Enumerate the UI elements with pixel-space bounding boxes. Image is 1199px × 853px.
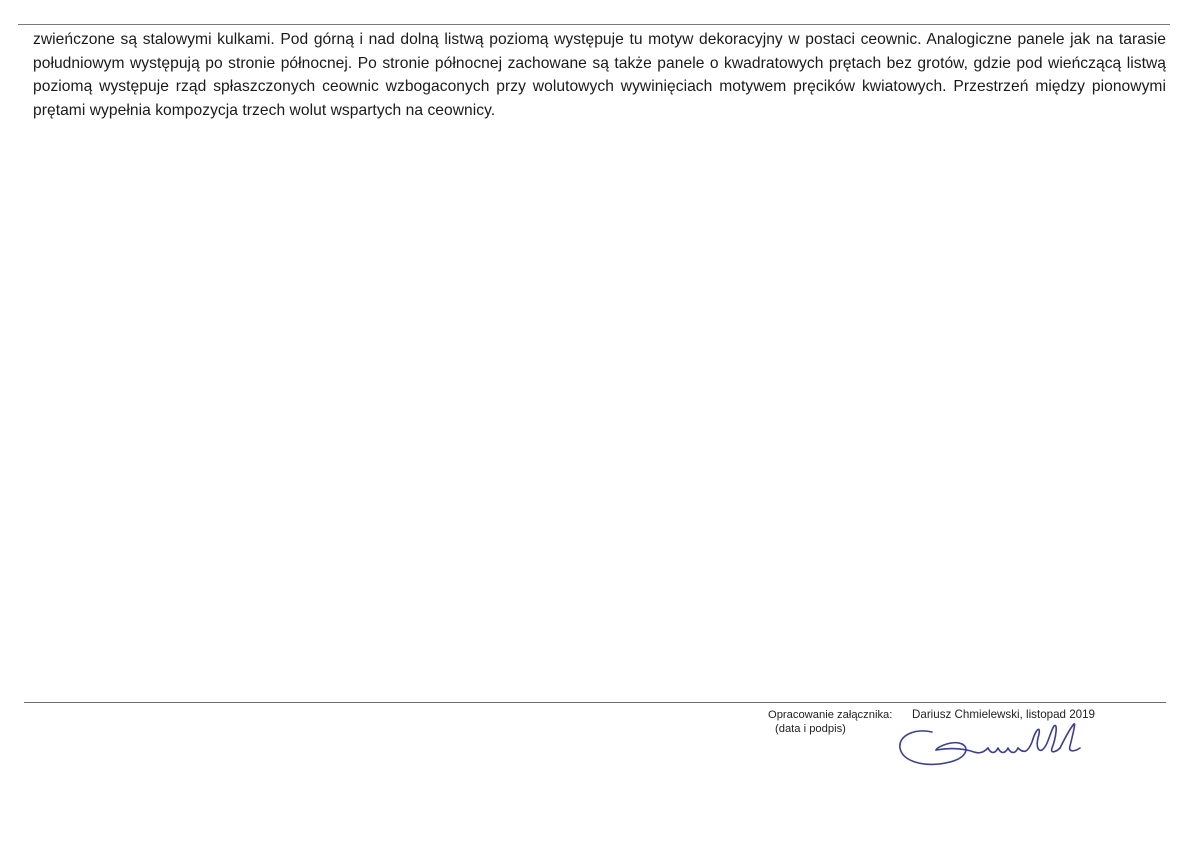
- footer-date-signature-label: (data i podpis): [775, 723, 846, 735]
- footer-divider: [24, 702, 1166, 703]
- footer-prepared-label: Opracowanie załącznika:: [768, 709, 893, 721]
- handwritten-signature: [892, 718, 1092, 774]
- footer-author-date: Dariusz Chmielewski, listopad 2019: [912, 708, 1096, 721]
- body-paragraph: zwieńczone są stalowymi kulkami. Pod górną i nad dolną listwą poziomą występuje tu motyw dekoracyjny w postaci ceownic. Analogiczne panele jak na tarasie południowym występują po stronie północnej. Po stronie północnej zachowane są także panele o kwadratowych prętach bez grotów, gdzie pod wieńczącą listwą poziomą występuje rząd spłaszczonych ceownic wzbogaconych przy wolutowych wywinięciach motywem pręcików kwiatowych. Przestrzeń między pionowymi prętami wypełnia kompozycja trzech wolut wspartych na ceownicy.: [33, 31, 1166, 119]
- top-divider: [18, 24, 1170, 25]
